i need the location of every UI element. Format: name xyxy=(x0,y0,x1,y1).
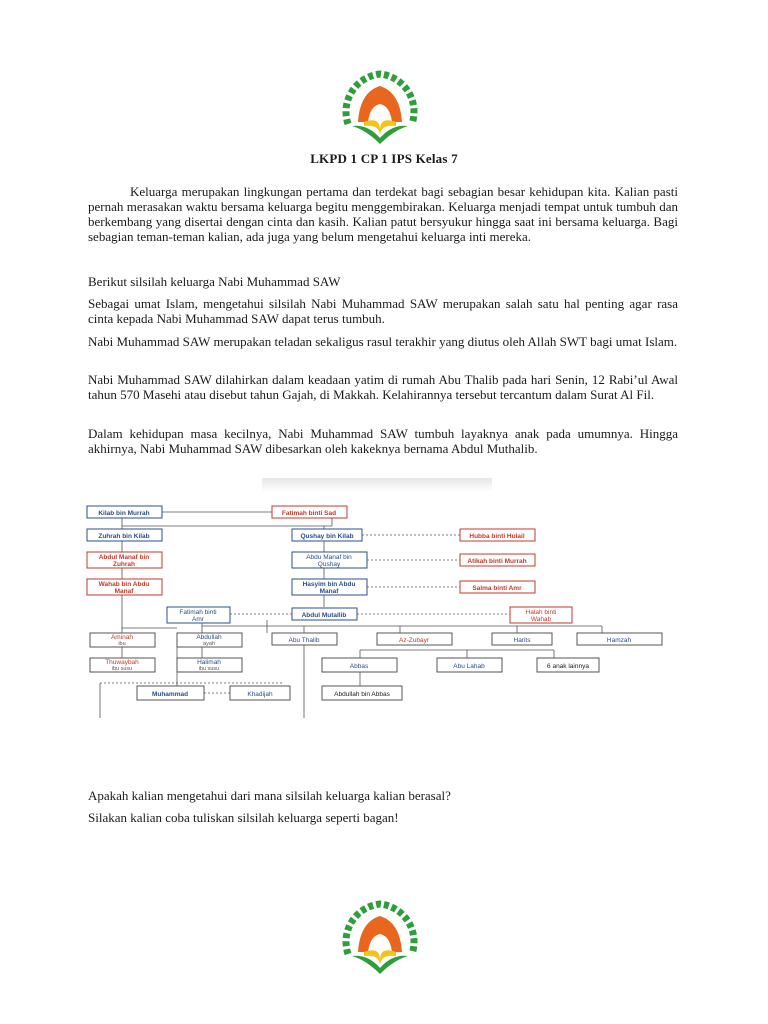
header-shadow xyxy=(262,478,492,492)
node-label-line1: Wahab bin Abdu xyxy=(98,581,150,588)
school-logo xyxy=(334,66,426,146)
node-label: Salma binti Amr xyxy=(472,585,522,592)
paragraph-importance: Sebagai umat Islam, mengetahui silsilah Nabi Muhammad SAW merupakan salah satu hal penting agar rasa cinta kepada Nabi Muhammad SAW dapat terus tumbuh. xyxy=(88,296,678,326)
node-hamzah xyxy=(577,633,662,645)
node-label: Harits xyxy=(513,637,531,644)
node-label-line1: Fatimah binti xyxy=(179,609,217,616)
paragraph-childhood: Dalam kehidupan masa kecilnya, Nabi Muhammad SAW tumbuh layaknya anak pada umumnya. Hingga akhirnya, Nabi Muhammad SAW dibesarkan oleh kakeknya bernama Abdul Muthalib. xyxy=(88,426,678,456)
node-abdullah xyxy=(177,633,242,647)
node-label-line2: Qushay xyxy=(317,561,341,568)
node-kilab-bin-murrah xyxy=(87,506,162,518)
node-label: Abu Thalib xyxy=(288,637,320,644)
node-abdu-manaf-bin-qushay xyxy=(292,552,367,568)
node-label: 6 anak lainnya xyxy=(547,663,589,670)
paragraph-teladan: Nabi Muhammad SAW merupakan teladan sekaligus rasul terakhir yang diutus oleh Allah SWT bagi umat Islam. xyxy=(88,334,678,349)
orange-arch-icon xyxy=(358,86,402,122)
node-label: Az-Zubayr xyxy=(399,637,429,644)
node-qushay-bin-kilab xyxy=(292,529,362,541)
node-label: Abu Lahab xyxy=(453,663,485,670)
node-abdul-manaf-bin-zuhrah xyxy=(87,552,162,568)
node-khadijah xyxy=(230,686,290,700)
family-tree-diagram xyxy=(82,478,682,718)
node-label-line2: Zuhrah xyxy=(112,561,136,568)
node-label-line1: Abdu Manaf bin xyxy=(306,554,352,561)
node-role: ibu susu xyxy=(198,666,220,672)
node-label: Abbas xyxy=(349,663,369,670)
node-label-line2: Amr xyxy=(192,616,204,623)
node-atikah-binti-murrah xyxy=(460,554,535,566)
node-label-line1: Halah binti xyxy=(525,609,557,616)
node-halah-binti-wahab xyxy=(510,607,572,623)
node-label-line1: Aminah xyxy=(110,634,134,641)
document-title: LKPD 1 CP 1 IPS Kelas 7 xyxy=(310,151,458,166)
node-abdul-mutallib xyxy=(292,608,357,620)
node-label: Hubba binti Hulail xyxy=(469,533,525,540)
node-label: Muhammad xyxy=(151,691,189,698)
node-label-line2: Manaf xyxy=(114,588,134,595)
node-label-line1: Abdul Manaf bin xyxy=(98,554,150,561)
node-harits xyxy=(492,633,552,645)
node-label: Qushay bin Kilab xyxy=(300,533,354,540)
node-hasyim-bin-abdu-manaf xyxy=(292,579,367,595)
node-label: Kilab bin Murrah xyxy=(98,510,150,517)
node-wahab-bin-abdu-manaf xyxy=(87,579,162,595)
node-abu-thalib xyxy=(272,633,337,645)
node-label-line2: Wahab xyxy=(530,616,552,623)
node-label: Abdullah bin Abbas xyxy=(334,691,390,698)
node-abbas xyxy=(322,658,397,672)
node-abu-lahab xyxy=(437,658,502,672)
node-role: ibu susu xyxy=(111,666,133,672)
school-logo-footer xyxy=(334,896,426,976)
node-label-line1: Abdullah xyxy=(196,634,222,641)
node-muhammad xyxy=(137,686,204,700)
node-label: Fatimah binti Sad xyxy=(281,510,337,517)
node-label: Zuhrah bin Kilab xyxy=(98,533,150,540)
node-role: ayah xyxy=(203,641,215,647)
orange-arch-icon xyxy=(358,916,402,952)
node-label: Khadijah xyxy=(247,691,273,698)
node-label-line1: Thuwaybah xyxy=(105,659,139,666)
family-tree-intro: Berikut silsilah keluarga Nabi Muhammad SAW xyxy=(88,274,341,289)
question-task: Silakan kalian coba tuliskan silsilah keluarga seperti bagan! xyxy=(88,810,399,825)
node-az-zubayr xyxy=(377,633,452,645)
node-6-anak-lainnya xyxy=(537,658,599,672)
node-aminah xyxy=(90,633,155,647)
node-label: Hamzah xyxy=(606,637,632,644)
intro-paragraph: Keluarga merupakan lingkungan pertama dan terdekat bagi sebagian besar kehidupan kita. Kalian pasti pernah merasakan waktu bersama keluarga begitu menggembirakan. Keluarga menjadi tempat untuk tumbuh dan berkembang yang disertai dengan cinta dan kasih. Kalian patut bersyukur hingga saat ini bersama keluarga. Bagi sebagian teman-teman kalian, ada juga yang belum mengetahui keluarga inti mereka. xyxy=(88,184,678,244)
node-label-line2: Manaf xyxy=(319,588,339,595)
node-role: ibu xyxy=(118,641,126,647)
node-label: Atikah binti Murrah xyxy=(467,558,527,565)
node-abdullah-bin-abbas xyxy=(322,686,402,700)
node-thuwaybah xyxy=(90,658,155,672)
node-hubba-binti-hulail xyxy=(460,529,535,541)
node-label: Abdul Mutallib xyxy=(301,612,347,619)
paragraph-birth: Nabi Muhammad SAW dilahirkan dalam keadaan yatim di rumah Abu Thalib pada hari Senin, 12 Rabi’ul Awal tahun 570 Masehi atau disebut tahun Gajah, di Makkah. Kelahirannya tersebut tercantum dalam Surat Al Fil. xyxy=(88,372,678,402)
node-salma-binti-amr xyxy=(460,581,535,593)
node-zuhrah-bin-kilab xyxy=(87,529,162,541)
question-origin: Apakah kalian mengetahui dari mana silsilah keluarga kalian berasal? xyxy=(88,788,451,803)
node-fatimah-binti-amr xyxy=(167,607,230,623)
node-fatimah-binti-sad xyxy=(272,506,347,518)
node-label-line1: Halimah xyxy=(197,659,221,666)
node-halimah xyxy=(177,658,242,672)
node-label-line1: Hasyim bin Abdu xyxy=(302,581,356,588)
